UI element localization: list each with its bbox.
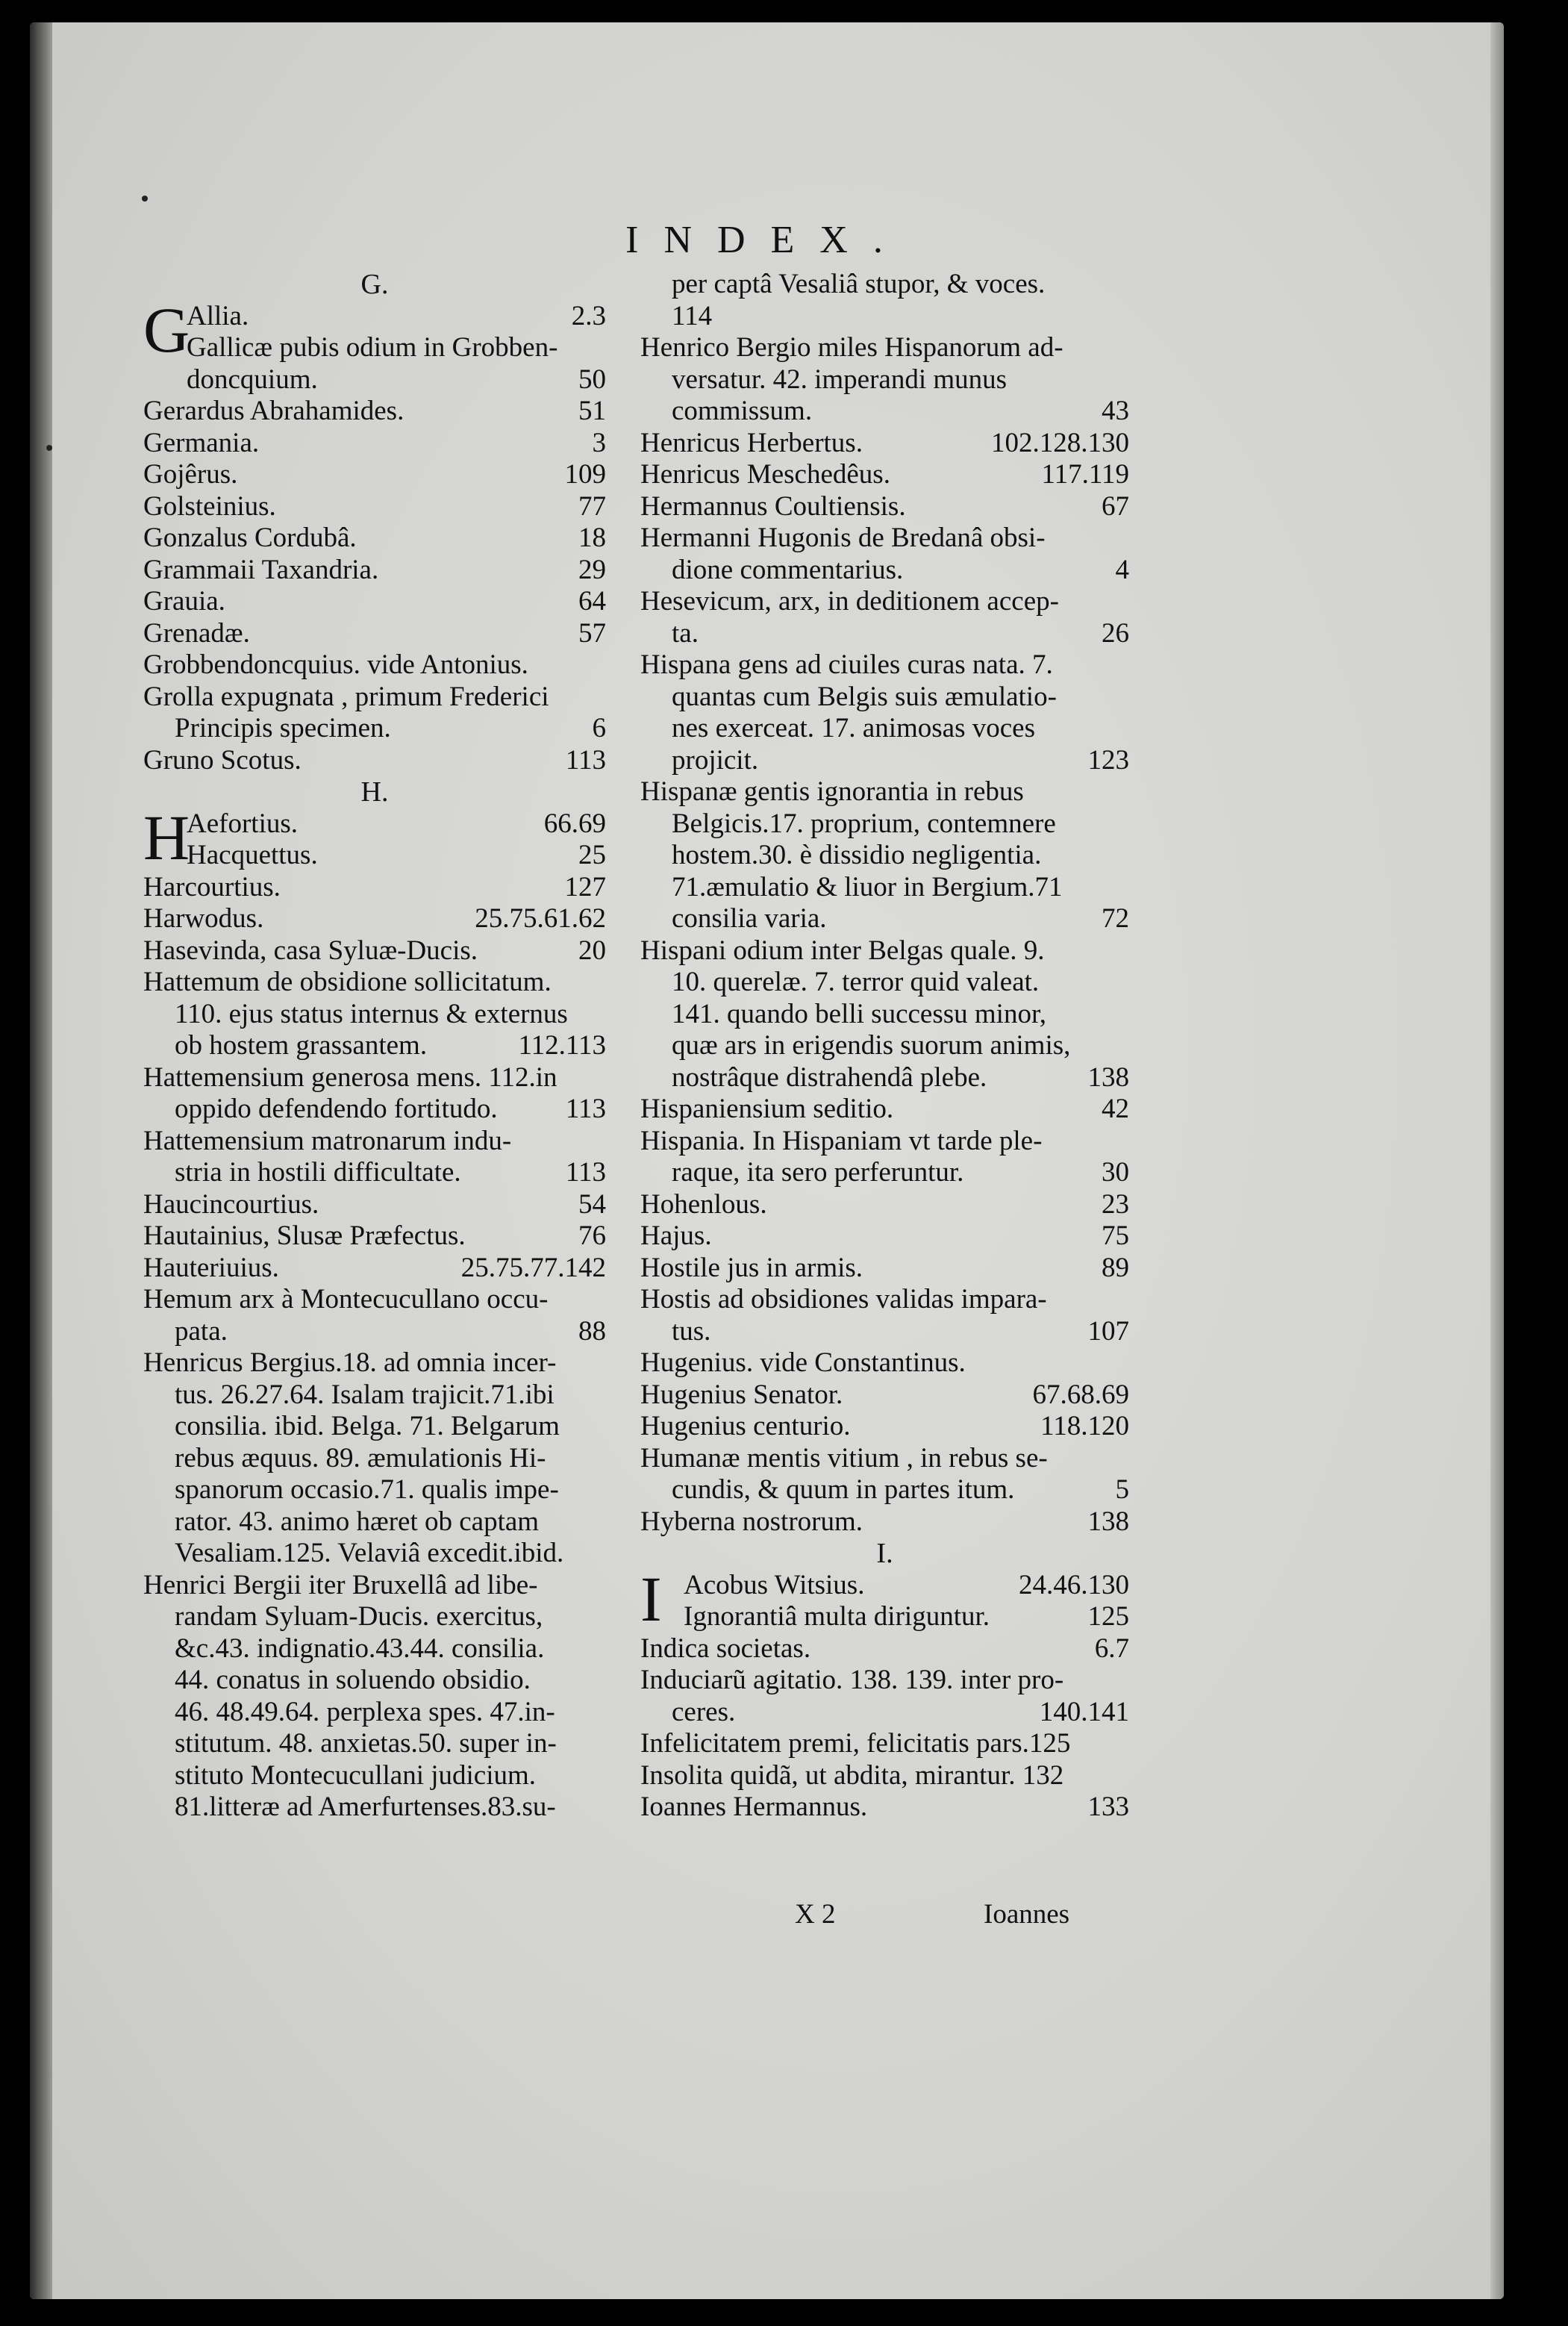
index-entry-line: cundis, & quum in partes itum.: [672, 1474, 1015, 1505]
index-entry: [143, 935, 606, 967]
book-page: [30, 22, 1504, 2299]
page-reference: 64: [578, 586, 606, 617]
index-entry: [143, 332, 606, 396]
index-entry: [143, 301, 606, 333]
catchword: Ioannes: [984, 1899, 1070, 1930]
index-entry-line: Gerardus Abrahamides.: [143, 396, 405, 426]
index-entry-line: Hauteriuius.: [143, 1252, 279, 1283]
index-entry-line: Grenadæ.: [143, 617, 250, 649]
section-letter: G.: [360, 269, 389, 300]
index-entry-line: stitutum. 48. anxietas.50. super in-: [175, 1728, 557, 1759]
index-entry-line: Hattemum de obsidione sollicitatum.: [143, 967, 552, 997]
page-reference: 4: [1115, 554, 1129, 585]
section-letter: I.: [876, 1538, 893, 1569]
index-entry: [143, 1062, 606, 1126]
page-reference: 26: [1102, 617, 1129, 649]
index-entry: [640, 1728, 1129, 1760]
index-entry: [640, 523, 1129, 586]
page-reference: 72: [1102, 903, 1129, 934]
index-entry-line: randam Syluam-Ducis. exercitus,: [175, 1601, 543, 1632]
index-entry-line: Hispani odium inter Belgas quale. 9.: [640, 935, 1045, 966]
index-entry-line: Principis specimen.: [175, 713, 391, 743]
index-entry-line: consilia. ibid. Belga. 71. Belgarum: [175, 1411, 560, 1441]
page-reference: 138: [1087, 1506, 1129, 1537]
index-entry: [640, 1220, 1129, 1253]
index-entry-line: Hugenius. vide Constantinus.: [640, 1347, 966, 1378]
index-entry: [640, 1347, 1129, 1379]
page-reference: 67.68.69: [1032, 1379, 1129, 1410]
index-entry: [640, 428, 1129, 460]
index-entry: [143, 1253, 606, 1285]
index-entry: [640, 1411, 1129, 1443]
index-entry: [640, 1570, 1129, 1602]
index-entry-line: tus.: [672, 1315, 711, 1347]
index-entry-line: 44. conatus in soluendo obsidio.: [175, 1665, 531, 1695]
index-entry: [640, 1601, 1129, 1633]
page-reference: 57: [578, 617, 606, 649]
page-reference: 2.3: [571, 300, 606, 331]
page-reference: 117.119: [1041, 459, 1129, 490]
index-entry: [640, 491, 1129, 523]
page-reference: 6.7: [1094, 1633, 1129, 1664]
index-entry: [143, 649, 606, 682]
index-entry-line: Indica societas.: [640, 1633, 811, 1664]
drop-capital: H: [143, 801, 190, 873]
index-entry-line: Hajus.: [640, 1220, 712, 1251]
index-entry-line: Ioannes Hermannus.: [640, 1792, 868, 1822]
index-entry-line: Hispanæ gentis ignorantia in rebus: [640, 776, 1024, 807]
index-entry: [143, 1284, 606, 1347]
page-reference: 30: [1102, 1157, 1129, 1188]
index-entry: [640, 1506, 1129, 1538]
index-entry-line: Hohenlous.: [640, 1188, 767, 1220]
index-entry: [143, 903, 606, 935]
index-entry-line: Hattemensium generosa mens. 112.in: [143, 1061, 557, 1093]
index-entry-line: Hacquettus.: [187, 840, 318, 870]
index-entry: [143, 808, 606, 841]
index-entry-line: stria in hostili difficultate.: [175, 1157, 461, 1188]
index-entry: [143, 523, 606, 555]
index-entry: [143, 967, 606, 1062]
index-entry: [640, 1443, 1129, 1506]
page-reference: 123: [1087, 744, 1129, 776]
index-entry-line: tus. 26.27.64. Isalam trajicit.71.ibi: [175, 1379, 555, 1410]
index-entry-line: Hispana gens ad ciuiles curas nata. 7.: [640, 649, 1053, 680]
index-entry: [640, 586, 1129, 649]
page-reference: 76: [578, 1220, 606, 1251]
index-entry: [143, 491, 606, 523]
page-reference: 113: [565, 1157, 606, 1188]
index-entry-line: Insolita quidã, ut abdita, mirantur. 132: [640, 1759, 1064, 1791]
index-entry-line: Infelicitatem premi, felicitatis pars.125: [640, 1728, 1071, 1759]
index-entry-line: Vesaliam.125. Velaviâ excedit.ibid.: [175, 1538, 564, 1568]
page-reference: 3: [592, 427, 606, 458]
page-reference: 25.75.61.62: [475, 903, 606, 934]
page-reference: 109: [564, 459, 606, 490]
index-entry-line: Hasevinda, casa Syluæ-Ducis.: [143, 935, 478, 966]
page-reference: 51: [578, 396, 606, 426]
index-entry-line: Hesevicum, arx, in deditionem accep-: [640, 586, 1059, 617]
index-entry-line: Henricus Meschedêus.: [640, 459, 890, 490]
index-entry-line: Hugenius centurio.: [640, 1411, 851, 1441]
index-entry: [640, 1633, 1129, 1665]
page-reference: 54: [578, 1188, 606, 1220]
index-entry-line: versatur. 42. imperandi munus: [672, 364, 1008, 395]
index-entry-line: ta.: [672, 617, 699, 649]
page-reference: 127: [564, 871, 606, 902]
section-letter: H.: [360, 776, 389, 808]
index-entry-line: Hugenius Senator.: [640, 1379, 843, 1410]
page-reference: 20: [578, 935, 606, 966]
index-entry-line: Golsteinius.: [143, 490, 276, 522]
index-entry-line: rebus æquus. 89. æmulationis Hi-: [175, 1442, 546, 1474]
index-entry-line: Hattemensium matronarum indu-: [143, 1125, 512, 1156]
index-entry: [143, 618, 606, 650]
dropcap-block: [143, 293, 606, 396]
index-entry-line: quantas cum Belgis suis æmulatio-: [672, 681, 1057, 712]
index-entry: [640, 1379, 1129, 1412]
page-reference: 18: [578, 523, 606, 553]
index-column-right: [640, 269, 1129, 1824]
index-entry: [143, 840, 606, 872]
index-entry-line: Grauia.: [143, 586, 225, 617]
page-reference: 102.128.130: [991, 427, 1129, 458]
index-entry-line: Belgicis.17. proprium, contemnere: [672, 808, 1056, 839]
index-entry-line: 141. quando belli successu minor,: [672, 998, 1047, 1029]
page-reference: 107: [1087, 1315, 1129, 1347]
index-entry: [640, 776, 1129, 935]
index-entry-line: 110. ejus status internus & externus: [175, 998, 568, 1029]
drop-capital: I: [640, 1562, 662, 1635]
index-entry: [640, 1094, 1129, 1126]
index-entry-line: consilia varia.: [672, 903, 827, 934]
index-entry-line: Gonzalus Cordubâ.: [143, 523, 357, 553]
dropcap-block: [143, 801, 606, 873]
index-entry-line: rator. 43. animo hæret ob captam: [175, 1506, 540, 1537]
index-entry-line: oppido defendendo fortitudo.: [175, 1094, 498, 1124]
index-entry: [143, 555, 606, 587]
index-entry-line: Gruno Scotus.: [143, 744, 302, 776]
index-entry-line: Humanæ mentis vitium , in rebus se-: [640, 1442, 1048, 1474]
index-entry: [143, 1570, 606, 1824]
index-entry-line: projicit.: [672, 744, 759, 776]
page-reference: 43: [1102, 396, 1129, 426]
index-entry: [640, 459, 1129, 491]
index-entry-line: Germania.: [143, 427, 260, 458]
index-entry: [143, 872, 606, 904]
index-entry-line: 10. querelæ. 7. terror quid valeat.: [672, 967, 1040, 997]
page-reference: 140.141: [1039, 1696, 1129, 1727]
index-entry-line: pata.: [175, 1315, 228, 1347]
index-entry: [640, 1284, 1129, 1347]
page-title: INDEX.: [625, 219, 908, 261]
index-entry-line: per captâ Vesaliâ stupor, & voces.: [672, 269, 1046, 299]
page-reference: 118.120: [1040, 1411, 1129, 1441]
index-entry-line: Acobus Witsius.: [684, 1569, 865, 1600]
index-entry-line: nostrâque distrahendâ plebe.: [672, 1061, 987, 1093]
index-entry-line: Aefortius.: [187, 808, 298, 839]
index-entry-line: Hermannus Coultiensis.: [640, 490, 906, 522]
page-reference: 112.113: [518, 1030, 606, 1061]
index-entry-line: Henricus Herbertus.: [640, 427, 863, 458]
page-reference: 25: [578, 840, 606, 870]
page-reference: 75: [1102, 1220, 1129, 1251]
index-entry: [640, 332, 1129, 428]
index-entry: [143, 586, 606, 618]
index-entry-line: &c.43. indignatio.43.44. consilia.: [175, 1633, 545, 1664]
index-entry-line: 114: [672, 300, 713, 331]
index-entry: [640, 269, 1129, 332]
index-entry-line: Induciarũ agitatio. 138. 139. inter pro-: [640, 1665, 1064, 1695]
index-entry-line: Grammaii Taxandria.: [143, 554, 379, 585]
index-entry-line: spanorum occasio.71. qualis impe-: [175, 1474, 559, 1505]
page-reference: 23: [1102, 1188, 1129, 1220]
page-reference: 89: [1102, 1252, 1129, 1283]
index-entry: [640, 935, 1129, 1094]
page-reference: 125: [1087, 1601, 1129, 1632]
page-footer: [30, 1898, 1504, 1936]
index-entry-line: Henrico Bergio miles Hispanorum ad-: [640, 332, 1063, 363]
index-entry-line: Hostile jus in armis.: [640, 1252, 863, 1283]
index-entry: [143, 1347, 606, 1570]
index-entry: [640, 1792, 1129, 1824]
index-entry-line: Hyberna nostrorum.: [640, 1506, 863, 1537]
index-entry-line: Hispania. In Hispaniam vt tarde ple-: [640, 1125, 1043, 1156]
index-entry-line: 46. 48.49.64. perplexa spes. 47.in-: [175, 1696, 555, 1727]
index-entry-line: ceres.: [672, 1696, 736, 1727]
index-entry-line: 81.litteræ ad Amerfurtenses.83.su-: [175, 1792, 556, 1822]
page-reference: 6: [592, 713, 606, 743]
index-entry: [640, 1126, 1129, 1189]
index-entry-line: raque, ita sero perferuntur.: [672, 1157, 964, 1188]
dropcap-block: [640, 1562, 1129, 1635]
index-entry-line: hostem.30. è dissidio negligentia.: [672, 840, 1042, 870]
index-entry: [640, 649, 1129, 776]
index-entry-line: Hemum arx à Montecucullano occu-: [143, 1284, 549, 1315]
index-entry: [143, 459, 606, 491]
index-entry-line: Haucincourtius.: [143, 1188, 319, 1220]
index-column-left: [143, 269, 606, 1824]
page-reference: 50: [578, 364, 606, 395]
index-entry: [640, 1665, 1129, 1728]
index-entry-line: Harcourtius.: [143, 871, 281, 902]
index-entry: [640, 1189, 1129, 1221]
index-entry-line: Hispaniensium seditio.: [640, 1094, 894, 1124]
index-entry-line: ob hostem grassantem.: [175, 1030, 428, 1061]
index-entry-line: commissum.: [672, 396, 813, 426]
index-entry-line: Gojêrus.: [143, 459, 238, 490]
index-entry-line: Allia.: [187, 300, 249, 331]
page-reference: 77: [578, 490, 606, 522]
index-entry-line: nes exerceat. 17. animosas voces: [672, 713, 1035, 743]
page-reference: 25.75.77.142: [460, 1252, 606, 1283]
index-entry-line: Grobbendoncquius. vide Antonius.: [143, 649, 528, 680]
page-gutter: [30, 22, 52, 2299]
ink-speck: [46, 445, 52, 451]
index-entry-line: 71.æmulatio & liuor in Bergium.71: [672, 871, 1063, 902]
index-entry: [143, 1126, 606, 1189]
page-reference: 29: [578, 554, 606, 585]
index-entry: [143, 1189, 606, 1221]
index-entry: [143, 428, 606, 460]
index-entry-line: Ignorantiâ multa diriguntur.: [684, 1601, 990, 1632]
index-entry-line: doncquium.: [187, 364, 318, 395]
index-entry-line: Harwodus.: [143, 903, 264, 934]
page-reference: 113: [565, 1094, 606, 1124]
index-entry-line: Gallicæ pubis odium in Grobben-: [187, 332, 558, 363]
index-entry-line: Hostis ad obsidiones validas impara-: [640, 1284, 1047, 1315]
ink-speck: [142, 196, 148, 202]
page-edge: [1490, 22, 1504, 2299]
page-reference: 88: [578, 1315, 606, 1347]
index-entry-line: Henrici Bergii iter Bruxellâ ad libe-: [143, 1569, 538, 1600]
index-entry: [640, 1253, 1129, 1285]
drop-capital: G: [143, 293, 190, 366]
signature-mark: X 2: [795, 1899, 836, 1930]
page-reference: 138: [1087, 1061, 1129, 1093]
index-entry-line: stituto Montecucullani judicium.: [175, 1759, 537, 1791]
page-reference: 42: [1102, 1094, 1129, 1124]
index-entry: [143, 396, 606, 428]
index-entry-line: Henricus Bergius.18. ad omnia incer-: [143, 1347, 557, 1378]
index-entry: [143, 1220, 606, 1253]
index-entry-line: Grolla expugnata , primum Frederici: [143, 681, 549, 712]
index-entry-line: Hautainius, Slusæ Præfectus.: [143, 1220, 466, 1251]
page-reference: 5: [1115, 1474, 1129, 1505]
page-reference: 67: [1102, 490, 1129, 522]
page-reference: 113: [565, 744, 606, 776]
index-entry-line: dione commentarius.: [672, 554, 904, 585]
index-entry: [143, 682, 606, 745]
page-reference: 133: [1087, 1792, 1129, 1822]
index-entry-line: Hermanni Hugonis de Bredanâ obsi-: [640, 523, 1046, 553]
index-entry: [640, 1760, 1129, 1792]
page-reference: 24.46.130: [1019, 1569, 1129, 1600]
index-entry-line: quæ ars in erigendis suorum animis,: [672, 1030, 1071, 1061]
page-reference: 66.69: [543, 808, 606, 839]
index-entry: [143, 745, 606, 777]
